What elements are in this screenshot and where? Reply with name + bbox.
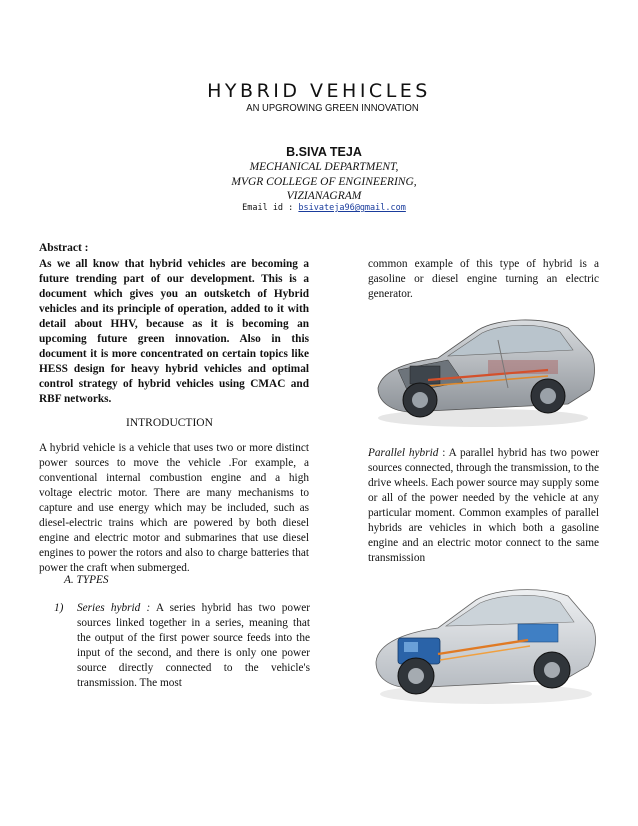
paper-subtitle: AN UPGROWING GREEN INNOVATION — [246, 102, 419, 114]
series-hybrid-body: A series hybrid has two power sources linked together in a series, meaning that the output of the first power source feeds into the input of the second, and there is only one power source directly connected to the vehicle's transmission. The most — [77, 602, 310, 689]
author-department: MECHANICAL DEPARTMENT, — [249, 161, 399, 173]
introduction-body: A hybrid vehicle is a vehicle that uses two or more distinct power sources to move the vehicle .For example, a conventional internal combustion engine and a high voltage electric motor. There are many mechanisms to capture and use energy which may be included, such as diesel-electric trains which are powered by both diesel engine and electric motor and submarines that use diesel engines to power the rotors and also to charge batteries that power the craft when submerged. — [39, 442, 309, 574]
series-hybrid-text — [77, 601, 310, 691]
abstract-label: Abstract : — [39, 242, 89, 254]
parallel-hybrid-car-image — [368, 566, 599, 710]
author-city: VIZIANAGRAM — [286, 190, 362, 202]
author-email — [0, 203, 638, 213]
series-number: 1) — [54, 602, 64, 614]
abstract-body: As we all know that hybrid vehicles are becoming a future trending part of our development. This is a document which gives you an outsketch of Hybrid vehicles and its principle of operation, added to it with detail about HHV, because as it is becoming an upcoming future green innovation. Also in this document it is more concentrated on certain topics like HESS design for heavy hybrid vehicles and optimal control strategy of hybrid vehicles using CMAC and RBF networks. — [39, 258, 309, 405]
introduction-heading: INTRODUCTION — [126, 417, 213, 429]
parallel-hybrid-text — [368, 446, 599, 566]
parallel-hybrid-body: : A parallel hybrid has two power sources connected, through the transmission, to the drive wheels. Each power source may supply some or all of the power needed by the vehicle at any particular moment. Common examples of parallel hybrids are vehicles in which both a gasoline engine and an electric motor connect to the same transmission — [368, 447, 599, 564]
paper-title: HYBRID VEHICLES — [207, 80, 431, 102]
author-college: MVGR COLLEGE OF ENGINEERING, — [231, 176, 417, 188]
email-link[interactable]: bsivateja96@gmail.com — [298, 203, 406, 213]
series-hybrid-term: Series hybrid : — [77, 602, 151, 614]
types-heading: A. TYPES — [64, 574, 109, 586]
series-hybrid-item — [54, 601, 310, 691]
series-hybrid-car-image — [368, 300, 599, 432]
series-continuation: common example of this type of hybrid is a gasoline or diesel engine turning an electric generator. — [368, 258, 599, 300]
email-label: Email id : — [242, 203, 299, 213]
author-name: B.SIVA TEJA — [286, 145, 362, 159]
parallel-hybrid-term: Parallel hybrid — [368, 447, 439, 459]
